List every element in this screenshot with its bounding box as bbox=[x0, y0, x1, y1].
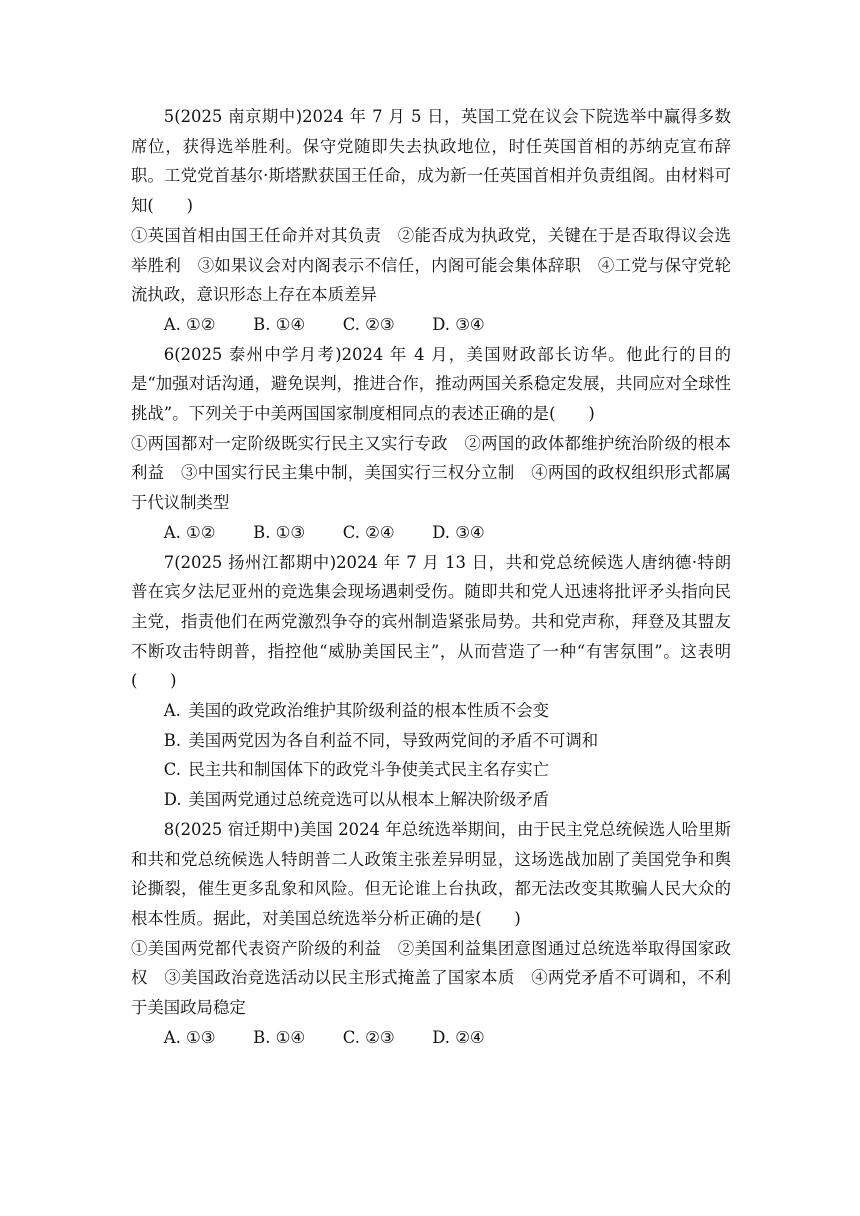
option-letter: D. bbox=[163, 790, 182, 810]
option-c[interactable] bbox=[131, 755, 731, 785]
option-a[interactable] bbox=[131, 696, 731, 726]
question-stem: (2025 扬州江都期中)2024 年 7 月 13 日，共和党总统候选人唐纳德·特朗普在宾夕法尼亚州的竞选集会现场遇刺受伤。随即共和党人迅速将批评矛头指向民主党，指责他们在两党激烈争夺的宾州制造紧张局势。共和党声称，拜登及其盟友不断攻击特朗普，指控他“威胁美国民主”，从而营造了一种“有害氛围”。这表明( ) bbox=[131, 552, 731, 691]
question-number: 5 bbox=[163, 107, 175, 126]
choice-b[interactable]: B. ①④ bbox=[253, 1027, 306, 1047]
statements: ①英国首相由国王任命并对其负责 ②能否成为执政党，关键在于是否取得议会选举胜利 ③如果议会对内阁表示不信任，内阁可能会集体辞职 ④工党与保守党轮流执政，意识形态上存在本质差异 bbox=[131, 225, 731, 305]
statements: ①美国两党都代表资产阶级的利益 ②美国利益集团意图通过总统选举取得国家政权 ③美国政治竞选活动以民主形式掩盖了国家本质 ④两党矛盾不可调和，不利于美国政局稳定 bbox=[131, 938, 731, 1018]
question-number: 8 bbox=[163, 819, 175, 839]
question-stem: (2025 宿迁期中)美国 2024 年总统选举期间，由于民主党总统候选人哈里斯和共和党总统候选人特朗普二人政策主张差异明显，这场选战加剧了美国党争和舆论撕裂，催生更多乱象和风险。但无论谁上台执政，都无法改变其欺骗人民大众的根本性质。据此，对美国总统选举分析正确的是( ) bbox=[131, 819, 731, 928]
choice-d[interactable]: D. ③④ bbox=[432, 522, 485, 542]
question-stem: (2025 南京期中)2024 年 7 月 5 日，英国工党在议会下院选举中赢得多数席位，获得选举胜利。保守党随即失去执政地位，时任英国首相的苏纳克宣布辞职。工党党首基尔·斯塔默获国王任命，成为新一任英国首相并负责组阁。由材料可知( ) bbox=[131, 107, 731, 216]
answer-choices bbox=[131, 1023, 731, 1053]
document-page bbox=[131, 102, 731, 1053]
question-5 bbox=[131, 102, 731, 340]
option-letter: B. bbox=[163, 730, 182, 750]
statements: ①两国都对一定阶级既实行民主又实行专政 ②两国的政体都维护统治阶级的根本利益 ③中国实行民主集中制，美国实行三权分立制 ④两国的政权组织形式都属于代议制类型 bbox=[131, 433, 731, 513]
question-8 bbox=[131, 815, 731, 1053]
choice-d[interactable]: D. ②④ bbox=[432, 1027, 485, 1047]
choice-a[interactable]: A. ①③ bbox=[163, 1027, 216, 1047]
option-text: 美国两党通过总统竞选可以从根本上解决阶级矛盾 bbox=[188, 790, 549, 810]
answer-choices bbox=[131, 518, 731, 548]
option-letter: A. bbox=[163, 701, 181, 721]
option-text: 民主共和制国体下的政党斗争使美式民主名存实亡 bbox=[188, 760, 549, 780]
choice-b[interactable]: B. ①③ bbox=[253, 522, 306, 542]
choice-a[interactable]: A. ①② bbox=[163, 522, 216, 542]
answer-choices bbox=[131, 310, 731, 340]
question-number: 6 bbox=[163, 344, 175, 364]
option-d[interactable] bbox=[131, 785, 731, 815]
choice-c[interactable]: C. ②③ bbox=[342, 314, 395, 334]
option-text: 美国的政党政治维护其阶级利益的根本性质不会变 bbox=[188, 701, 549, 721]
choice-c[interactable]: C. ②④ bbox=[342, 522, 395, 542]
option-b[interactable] bbox=[131, 726, 731, 756]
question-stem: (2025 泰州中学月考)2024 年 4 月，美国财政部长访华。他此行的目的是“加强对话沟通，避免误判，推进合作，推动两国关系稳定发展，共同应对全球性挑战”。下列关于中美两国国家制度相同点的表述正确的是( ) bbox=[131, 344, 731, 424]
choice-b[interactable]: B. ①④ bbox=[253, 314, 306, 334]
option-text: 美国两党因为各自利益不同，导致两党间的矛盾不可调和 bbox=[188, 730, 599, 750]
question-7 bbox=[131, 548, 731, 815]
choice-a[interactable]: A. ①② bbox=[163, 314, 216, 334]
choice-c[interactable]: C. ②③ bbox=[342, 1027, 395, 1047]
question-number: 7 bbox=[163, 552, 175, 572]
option-letter: C. bbox=[163, 760, 181, 780]
choice-d[interactable]: D. ③④ bbox=[432, 314, 485, 334]
question-6 bbox=[131, 340, 731, 548]
